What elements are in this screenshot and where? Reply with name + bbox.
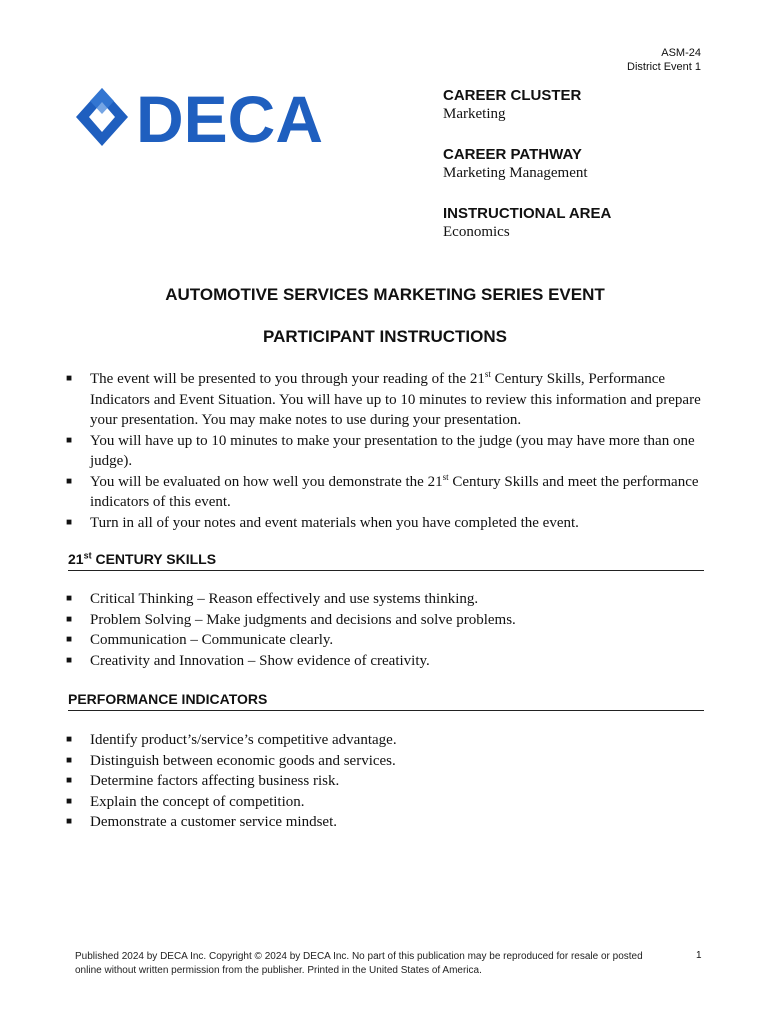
list-item: ■ Determine factors affecting business risk. [66, 773, 340, 789]
list-item: ■ Demonstrate a customer service mindset. [66, 814, 338, 830]
career-pathway-value: Marketing Management [443, 165, 588, 181]
deca-diamond-icon [72, 84, 372, 150]
list-item: ■ You will be evaluated on how well you demonstrate the 21st Century Skills and meet the performance indicators of this event. [66, 471, 699, 510]
event-code: ASM-24 [661, 47, 701, 59]
instructions-title: PARTICIPANT INSTRUCTIONS [263, 327, 507, 346]
list-item: ■ Explain the concept of competition. [66, 793, 305, 810]
document-code [627, 46, 701, 74]
instructional-area-value: Economics [443, 224, 510, 240]
list-item: ■ Creativity and Innovation – Show evidence of creativity. [66, 652, 430, 669]
skills-list [66, 589, 710, 671]
list-item: ■ Distinguish between economic goods and services. [66, 752, 396, 769]
deca-logo [72, 84, 372, 150]
instructional-area [443, 205, 611, 242]
list-item: ■ You will have up to 10 minutes to make your presentation to the judge (you may have more than one judge). [66, 432, 695, 469]
event-title: AUTOMOTIVE SERVICES MARKETING SERIES EVENT [165, 285, 605, 304]
instructions-list [66, 369, 710, 533]
career-pathway [443, 146, 588, 183]
list-item: ■ Problem Solving – Make judgments and decisions and solve problems. [66, 611, 516, 628]
copyright-footer: Published 2024 by DECA Inc. Copyright © 2024 by DECA Inc. No part of this publication may be reproduced for resale or posted online without written permission from the publisher. Printed in the United States of America. [75, 951, 643, 976]
event-type: District Event 1 [627, 61, 701, 73]
logo-text: DECA [136, 84, 324, 150]
list-item: ■ Identify product’s/service’s competitive advantage. [66, 732, 397, 748]
list-item: ■ Communication – Communicate clearly. [66, 632, 334, 648]
indicators-heading: PERFORMANCE INDICATORS [68, 691, 704, 711]
list-item: ■ The event will be presented to you through your reading of the 21st Century Skills, Performance Indicators and Event Situation. You will have up to 10 minutes to review this information and prepare your presentation. You may make notes to use during your presentation. [66, 369, 701, 428]
instructional-area-label: INSTRUCTIONAL AREA [443, 205, 612, 222]
career-cluster-label: CAREER CLUSTER [443, 87, 582, 104]
list-item: ■ Turn in all of your notes and event materials when you have completed the event. [66, 514, 579, 531]
career-cluster [443, 87, 581, 124]
career-cluster-value: Marketing [443, 106, 506, 122]
page-number: 1 [696, 950, 702, 961]
career-pathway-label: CAREER PATHWAY [443, 146, 582, 163]
indicators-list [66, 730, 710, 833]
list-item: ■ Critical Thinking – Reason effectively and use systems thinking. [66, 591, 479, 607]
skills-heading: 21st CENTURY SKILLS [68, 551, 704, 571]
